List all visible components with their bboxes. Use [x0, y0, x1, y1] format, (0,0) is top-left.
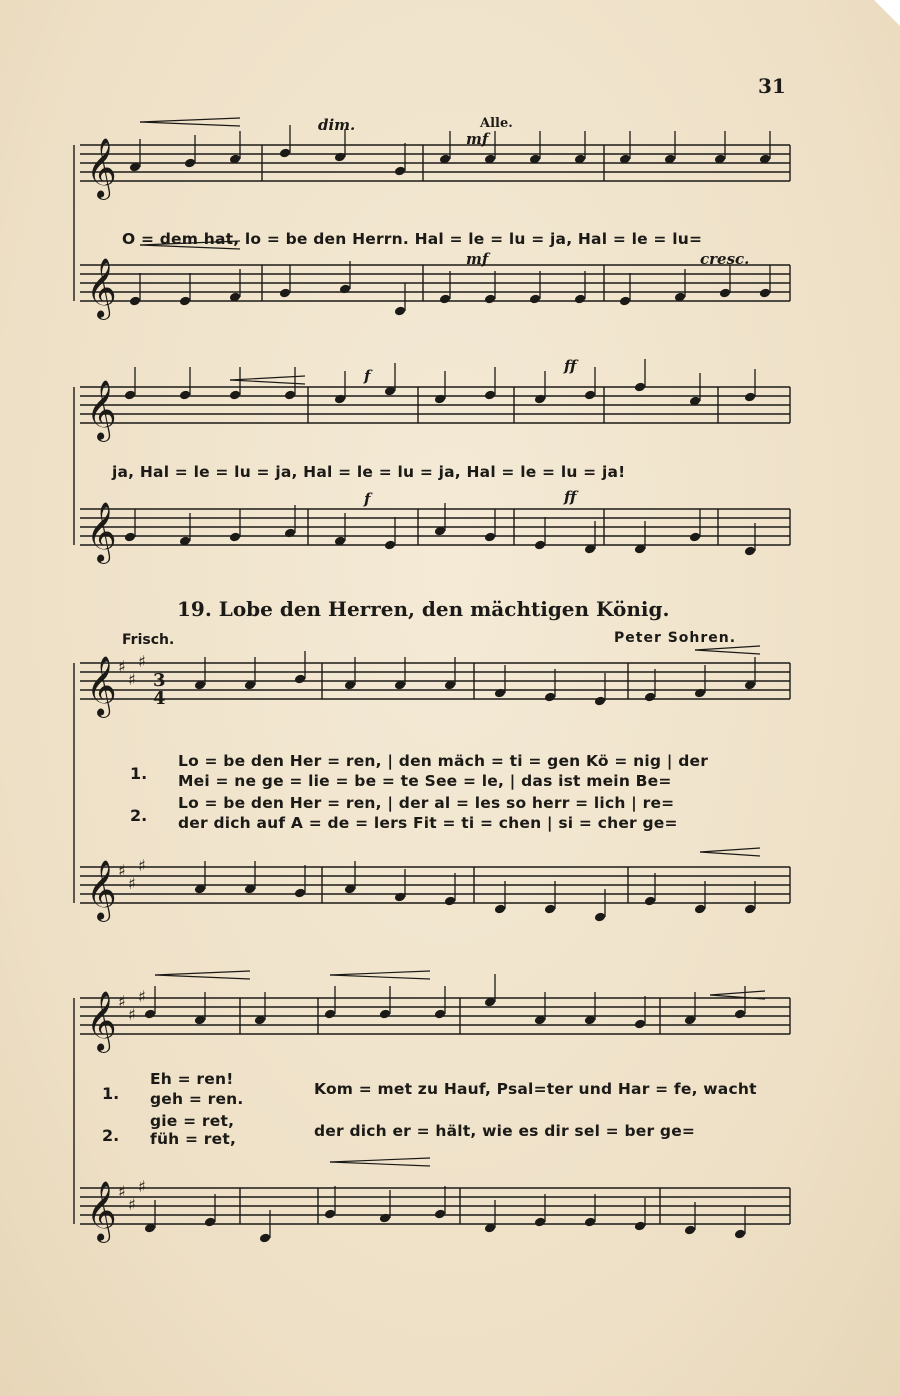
hairpin [155, 971, 250, 975]
ff-mark-upper: ff [564, 357, 577, 375]
ff-mark-lower: ff [564, 488, 577, 506]
sharp-icon: ♯ [138, 1177, 146, 1196]
sharp-icon: ♯ [128, 1005, 136, 1024]
hairpin [700, 848, 760, 852]
system3-lyric-line-4: der dich auf A = de = lers Fit = ti = chen | si = cher ge= [178, 814, 678, 832]
sharp-icon: ♯ [128, 874, 136, 893]
ending-lyric-4: füh = ret, [150, 1130, 237, 1148]
ending-lyric-2: geh = ren. [150, 1090, 244, 1108]
verse-number-1-b: 1. [102, 1084, 120, 1103]
tempo-mark: Frisch. [122, 632, 175, 648]
treble-clef-icon: 𝄞 [86, 380, 117, 440]
hairpin [710, 991, 765, 995]
system3-lyric-line-1: Lo = be den Her = ren, | den mäch = ti = gen Kö = nig | der [178, 752, 709, 770]
treble-clef-icon: 𝄞 [86, 138, 117, 198]
hairpin [155, 975, 250, 979]
system3-lyric-line-2: Mei = ne ge = lie = be = te See = le, | das ist mein Be= [178, 772, 672, 790]
mf-mark-upper: mf [466, 130, 489, 148]
hairpin [695, 650, 760, 654]
treble-clef-icon: 𝄞 [86, 991, 117, 1051]
alle-mark: Alle. [480, 116, 513, 131]
hairpin [700, 852, 760, 856]
hairpin [330, 975, 430, 979]
treble-clef-icon: 𝄞 [86, 502, 117, 562]
hairpin [140, 122, 240, 126]
system4-lyric-line-2: der dich er = hält, wie es dir sel = ber ge= [314, 1122, 696, 1140]
sharp-icon: ♯ [128, 1195, 136, 1214]
verse-number-2: 2. [130, 806, 148, 825]
system3-lyric-line-3: Lo = be den Her = ren, | der al = les so herr = lich | re= [178, 794, 675, 812]
sharp-icon: ♯ [118, 861, 126, 880]
sharp-icon: ♯ [118, 657, 126, 676]
verse-number-1: 1. [130, 764, 148, 783]
system4-lyric-line-1: Kom = met zu Hauf, Psal=ter und Har = fe, wacht [314, 1080, 757, 1098]
composer: Peter Sohren. [614, 630, 737, 646]
song-title: 19. Lobe den Herren, den mächtigen König. [177, 597, 670, 621]
hairpin [140, 118, 240, 122]
ending-lyric-1: Eh = ren! [150, 1070, 234, 1088]
verse-number-2-b: 2. [102, 1126, 120, 1145]
hairpin [330, 971, 430, 975]
hairpin [330, 1158, 430, 1162]
mf-mark-lower: mf [466, 250, 489, 268]
hairpin [695, 646, 760, 650]
sharp-icon: ♯ [138, 652, 146, 671]
system2-lyrics: ja, Hal = le = lu = ja, Hal = le = lu = ja, Hal = le = lu = ja! [112, 463, 626, 481]
f-mark-upper: f [364, 367, 371, 385]
system1-lyrics: O = dem hat, lo = be den Herrn. Hal = le = lu = ja, Hal = le = lu= [122, 230, 703, 248]
ending-lyric-3: gie = ret, [150, 1112, 235, 1130]
sharp-icon: ♯ [118, 992, 126, 1011]
treble-clef-icon: 𝄞 [86, 656, 117, 716]
treble-clef-icon: 𝄞 [86, 1181, 117, 1241]
cresc-mark: cresc. [700, 250, 750, 268]
treble-clef-icon: 𝄞 [86, 258, 117, 318]
sharp-icon: ♯ [138, 987, 146, 1006]
sharp-icon: ♯ [128, 670, 136, 689]
hairpin [230, 376, 305, 380]
sharp-icon: ♯ [138, 856, 146, 875]
page-number: 31 [758, 74, 786, 98]
sharp-icon: ♯ [118, 1182, 126, 1201]
time-signature-top: 3 [153, 670, 166, 691]
time-signature-bottom: 4 [153, 688, 166, 709]
f-mark-lower: f [364, 490, 371, 508]
hairpin [230, 380, 305, 384]
hairpin [330, 1162, 430, 1166]
dim-mark: dim. [318, 116, 356, 134]
treble-clef-icon: 𝄞 [86, 860, 117, 920]
